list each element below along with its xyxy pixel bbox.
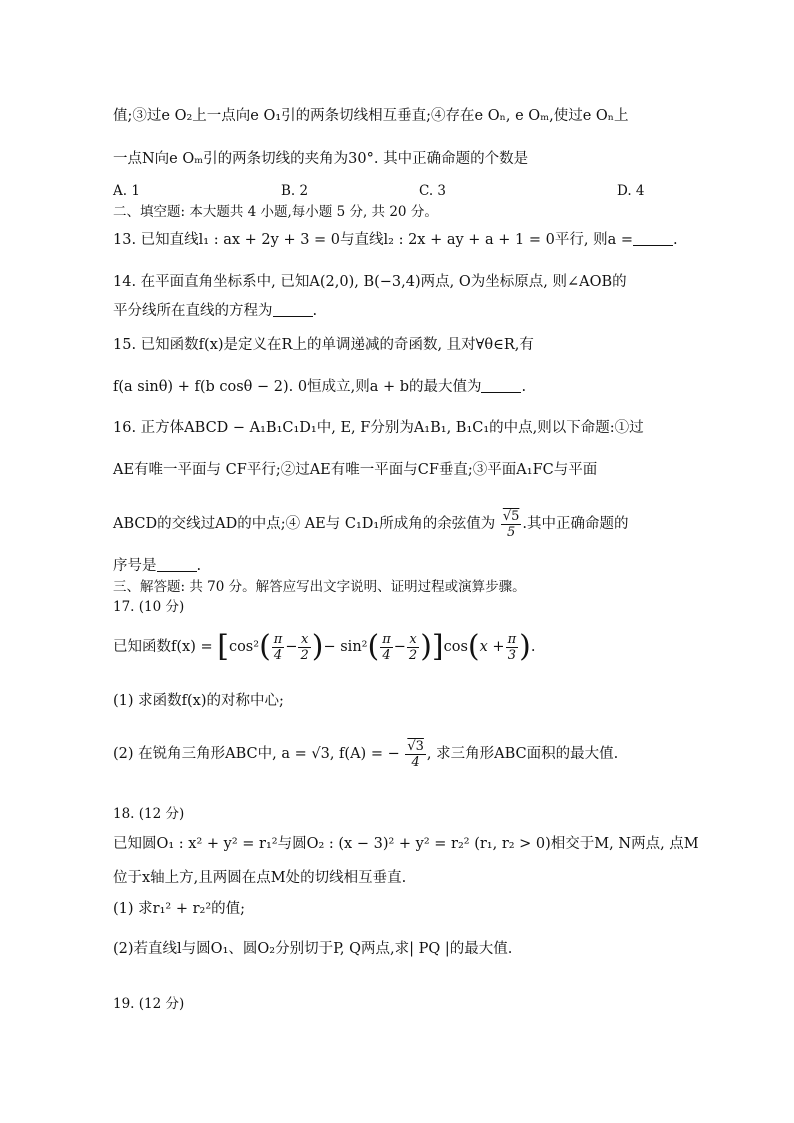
q16-text-3-post: .其中正确命题的 xyxy=(522,516,629,532)
q14-answer-blank xyxy=(273,302,313,317)
q18-part-2: (2)若直线l与圆O₁、圆O₂分别切于P, Q两点,求| PQ |的最大值. xyxy=(113,941,513,957)
section-2-heading: 二、填空题: 本大题共 4 小题,每小题 5 分, 共 20 分。 xyxy=(113,204,438,220)
option-d: D. 4 xyxy=(617,183,645,199)
q17-minus-1: − xyxy=(285,639,298,655)
q15-text: f(a sinθ) + f(b cosθ − 2). 0恒成立,则a + b的最大值为 xyxy=(113,379,482,395)
q14-text: 平分线所在直线的方程为 xyxy=(113,303,273,319)
q15-line-1: 15. 已知函数f(x)是定义在R上的单调递减的奇函数, 且对∀θ∈R,有 xyxy=(113,337,534,353)
q14-line-2 xyxy=(113,302,683,320)
q12-line-2: 一点N向e Oₘ引的两条切线的夹角为30°. 其中正确命题的个数是 xyxy=(113,151,529,167)
q13-text: 13. 已知直线l₁ : ax + 2y + 3 = 0与直线l₂ : 2x + ay + a + 1 = 0平行, 则a = xyxy=(113,232,633,248)
q17-frac-x2-a: $\frac{x}{2}$ xyxy=(300,631,309,663)
q18-line-1: 已知圆O₁ : x² + y² = r₁²与圆O₂ : (x − 3)² + y² = r₂² (r₁, r₂ > 0)相交于M, N两点, 点M xyxy=(113,836,699,852)
q17-frac-x2-b: $\frac{x}{2}$ xyxy=(408,631,418,663)
q17-paren-3: ( xyxy=(467,629,480,664)
q15-answer-blank xyxy=(481,378,521,393)
q17-cos2: cos² xyxy=(228,639,260,655)
q17-paren-2: ( xyxy=(367,629,380,664)
q14-line-1: 14. 在平面直角坐标系中, 已知A(2,0), B(−3,4)两点, O为坐标原点, 则∠AOB的 xyxy=(113,274,627,290)
q17-frac-pi3: $\frac{\pi}{3}$ xyxy=(507,631,517,663)
q16-answer-blank xyxy=(157,557,197,572)
q17-heading: 17. (10 分) xyxy=(113,599,185,615)
option-a: A. 1 xyxy=(113,183,140,199)
q17-bracket-right: ] xyxy=(431,629,444,664)
q17-paren-1-close: ) xyxy=(311,629,324,664)
q16-text-4: 序号是 xyxy=(113,558,157,574)
q17-minus-2: − xyxy=(393,639,406,655)
q16-line-2: AE有唯一平面与 CF平行;②过AE有唯一平面与CF垂直;③平面A₁FC与平面 xyxy=(113,462,598,478)
q16-fraction: $\frac{√5}{5}$ xyxy=(502,508,520,540)
q17-part-2-text: (2) 在锐角三角形ABC中, a = √3, f(A) = − xyxy=(113,746,400,762)
q17-paren-2-close: ) xyxy=(420,629,432,664)
option-c: C. 3 xyxy=(419,183,447,199)
q17-sin2: − sin² xyxy=(323,639,368,655)
q17-period: . xyxy=(530,639,536,655)
q16-text-3: ABCD的交线过AD的中点;④ AE与 C₁D₁所成角的余弦值为 xyxy=(113,516,496,532)
q17-paren-3-close: ) xyxy=(519,629,531,664)
q15-line-2 xyxy=(113,378,683,396)
q17-part-2-post: , 求三角形ABC面积的最大值. xyxy=(426,746,619,762)
q17-function xyxy=(113,627,683,667)
q15-period: . xyxy=(521,379,527,395)
q18-line-2: 位于x轴上方,且两圆在点M处的切线相互垂直. xyxy=(113,870,407,886)
q16-line-4 xyxy=(113,557,683,575)
q17-bracket-left: [ xyxy=(217,629,229,664)
q16-period: . xyxy=(196,558,202,574)
q17-part-1: (1) 求函数f(x)的对称中心; xyxy=(113,693,284,709)
q17-paren-1: ( xyxy=(259,629,271,664)
option-b: B. 2 xyxy=(281,183,309,199)
q16-line-1: 16. 正方体ABCD − A₁B₁C₁D₁中, E, F分别为A₁B₁, B₁C₁的中点,则以下命题:①过 xyxy=(113,420,644,436)
q12-line-1: 值;③过e O₂上一点向e O₁引的两条切线相互垂直;④存在e Oₙ, e Oₘ,使过e Oₙ上 xyxy=(113,108,629,124)
q17-xplus: x + xyxy=(479,639,505,655)
q17-part-2 xyxy=(113,736,683,772)
q13-period: . xyxy=(673,232,678,248)
question-13 xyxy=(113,231,683,249)
q19-heading: 19. (12 分) xyxy=(113,996,185,1012)
q17-fx: 已知函数f(x) = xyxy=(113,639,213,655)
q18-heading: 18. (12 分) xyxy=(113,806,185,822)
q17-cos: cos xyxy=(443,639,468,655)
q14-period: . xyxy=(312,303,318,319)
q17-frac-pi4-a: $\frac{\pi}{4}$ xyxy=(273,631,283,663)
section-3-heading: 三、解答题: 共 70 分。解答应写出文字说明、证明过程或演算步骤。 xyxy=(113,579,526,595)
q18-part-1: (1) 求r₁² + r₂²的值; xyxy=(113,901,246,917)
q17-frac-pi4-b: $\frac{\pi}{4}$ xyxy=(382,631,391,663)
q16-line-3 xyxy=(113,507,683,541)
q13-answer-blank xyxy=(633,231,673,246)
q17-part-2-fraction: $\frac{√3}{4}$ xyxy=(407,738,424,770)
